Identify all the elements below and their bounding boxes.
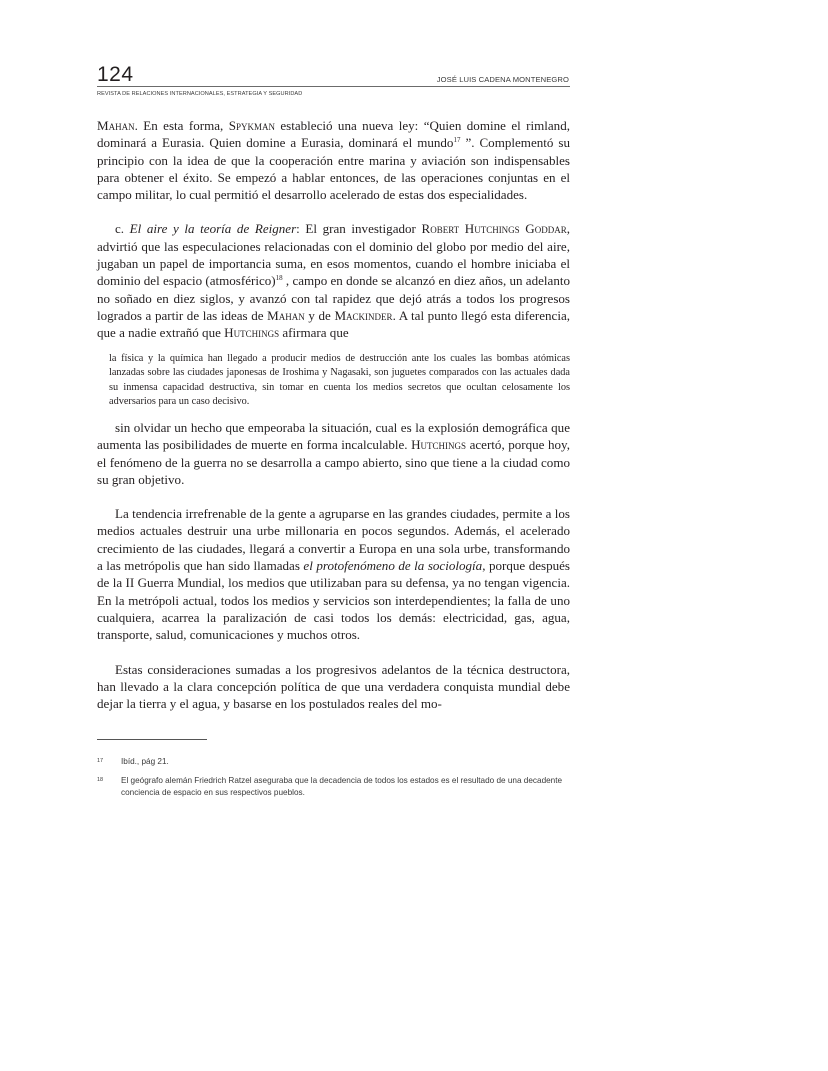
running-header: [97, 64, 570, 87]
text: : El gran investigador: [296, 221, 422, 237]
paragraph-4: [97, 505, 570, 643]
name-spykman: Spykman: [228, 118, 275, 133]
name-hutchings: Hutchings: [411, 437, 467, 453]
footnote-ref-17[interactable]: 17: [453, 136, 461, 145]
text: c.: [115, 221, 130, 237]
text: . En esta forma,: [134, 118, 229, 133]
footnote-number: 18: [97, 777, 104, 784]
block-quote: la física y la química han llegado a producir medios de destrucción ante los cuales las bombas atómicas lanzadas sobre las ciudades japonesas de Iroshima y Nagasaki, son juguetes comparados con las actuales dada su inmensa capacidad destructiva, sin tomar en cuenta los medios secretos que ocultan celosamente los adversarios para un caso decisivo.: [109, 352, 570, 408]
text: y de: [304, 307, 335, 323]
footnote-text: El geógrafo alemán Friedrich Ratzel aseguraba que la decadencia de todos los estados es el resultado de una decadente conciencia de espacio en sus respectivos pueblos.: [121, 776, 563, 797]
text: , campo en donde se alcanzó en diez años, un adelanto no soñado en diez siglos, y avanzó con tal rapidez que dejó atrás a todos los progresos logrados a partir de las ideas de: [97, 273, 570, 323]
text: , porque después de la II Guerra Mundial, los medios que utilizaban para su defensa, ya no tengan vigencia. En la metrópoli actual, todos los medios y servicios son interdependientes; la falla de uno cualquiera, acarrea la paralización de casi todos los demás: electricidad, gas, agua, transporte, salud, comunicaciones y muchos otros.: [97, 558, 571, 643]
paragraph-2: [97, 220, 570, 341]
name-mahan: Mahan: [267, 307, 305, 323]
name-mahan: Mahan: [97, 118, 135, 133]
section-heading: El aire y la teoría de Reigner: [129, 221, 297, 237]
footnote-18: [97, 775, 570, 799]
text: . A tal punto llegó esta diferencia, que a nadie extrañó que: [97, 307, 570, 341]
footnote-text: Ibíd., pág 21.: [121, 757, 169, 767]
paragraph-5: Estas consideraciones sumadas a los progresivos adelantos de la técnica destructora, han llevado a la clara concepción política de que una verdadera conquista mundial debe dejar la tierra y el agua, y basarse en los postulados reales del mo-: [97, 661, 570, 712]
name-goddar: Robert Hutchings Goddar: [421, 221, 567, 237]
page-number: 124: [97, 63, 134, 86]
article-body: [97, 117, 570, 712]
footnote-ref-18[interactable]: 18: [275, 274, 283, 283]
text: ”. Complementó su principio con la idea de que la cooperación entre marina y aviación son indispensables para obtener el éxito. Se empezó a hablar entonces, de las operaciones conjuntas en el campo militar, lo cual permitió el desarrollo acelerado de estas dos especialidades.: [97, 135, 570, 203]
name-mackinder: Mackinder: [334, 307, 393, 323]
text: sin olvidar un hecho que empeoraba la situación, cual es la explosión demográfica que aumenta las posibilidades de muerte en forma incalculable.: [97, 419, 570, 453]
page: [97, 64, 570, 799]
paragraph-3: [97, 419, 570, 488]
footnotes: [97, 756, 570, 798]
footnote-divider: [97, 739, 207, 740]
footnote-number: 17: [97, 758, 104, 765]
footnote-17: [97, 756, 570, 768]
text: La tendencia irrefrenable de la gente a agruparse en las grandes ciudades, permite a los medios actuales destruir una urbe millonaria en pocos segundos. Además, el acelerado crecimiento de las ciudades, llegará a convertir a Europa en una sola urbe, transformando a las metrópolis que han sido llamadas: [97, 506, 570, 574]
text: afirmara que: [279, 325, 349, 341]
text: estableció una nueva ley: “Quien domine el rimland, dominará a Eurasia. Quien domine a Eurasia, dominará el mundo: [97, 118, 570, 151]
name-hutchings: Hutchings: [224, 325, 280, 341]
running-head-journal: REVISTA DE RELACIONES INTERNACIONALES, ESTRATEGIA Y SEGURIDAD: [97, 91, 303, 97]
paragraph-1: [97, 117, 570, 203]
italic-term: el protofenómeno de la sociología: [303, 558, 483, 574]
running-head-author: JOSÉ LUIS CADENA MONTENEGRO: [436, 75, 569, 84]
text: acertó, porque hoy, el fenómeno de la guerra no se desarrolla a campo abierto, sino que tiene a la ciudad como su gran objetivo.: [97, 437, 570, 487]
text: , advirtió que las especulaciones relacionadas con el dominio del globo por medio del aire, jugaban un papel de importancia suma, en esos momentos, cuando el hombre iniciaba el dominio del espacio (atmosférico): [97, 221, 570, 289]
